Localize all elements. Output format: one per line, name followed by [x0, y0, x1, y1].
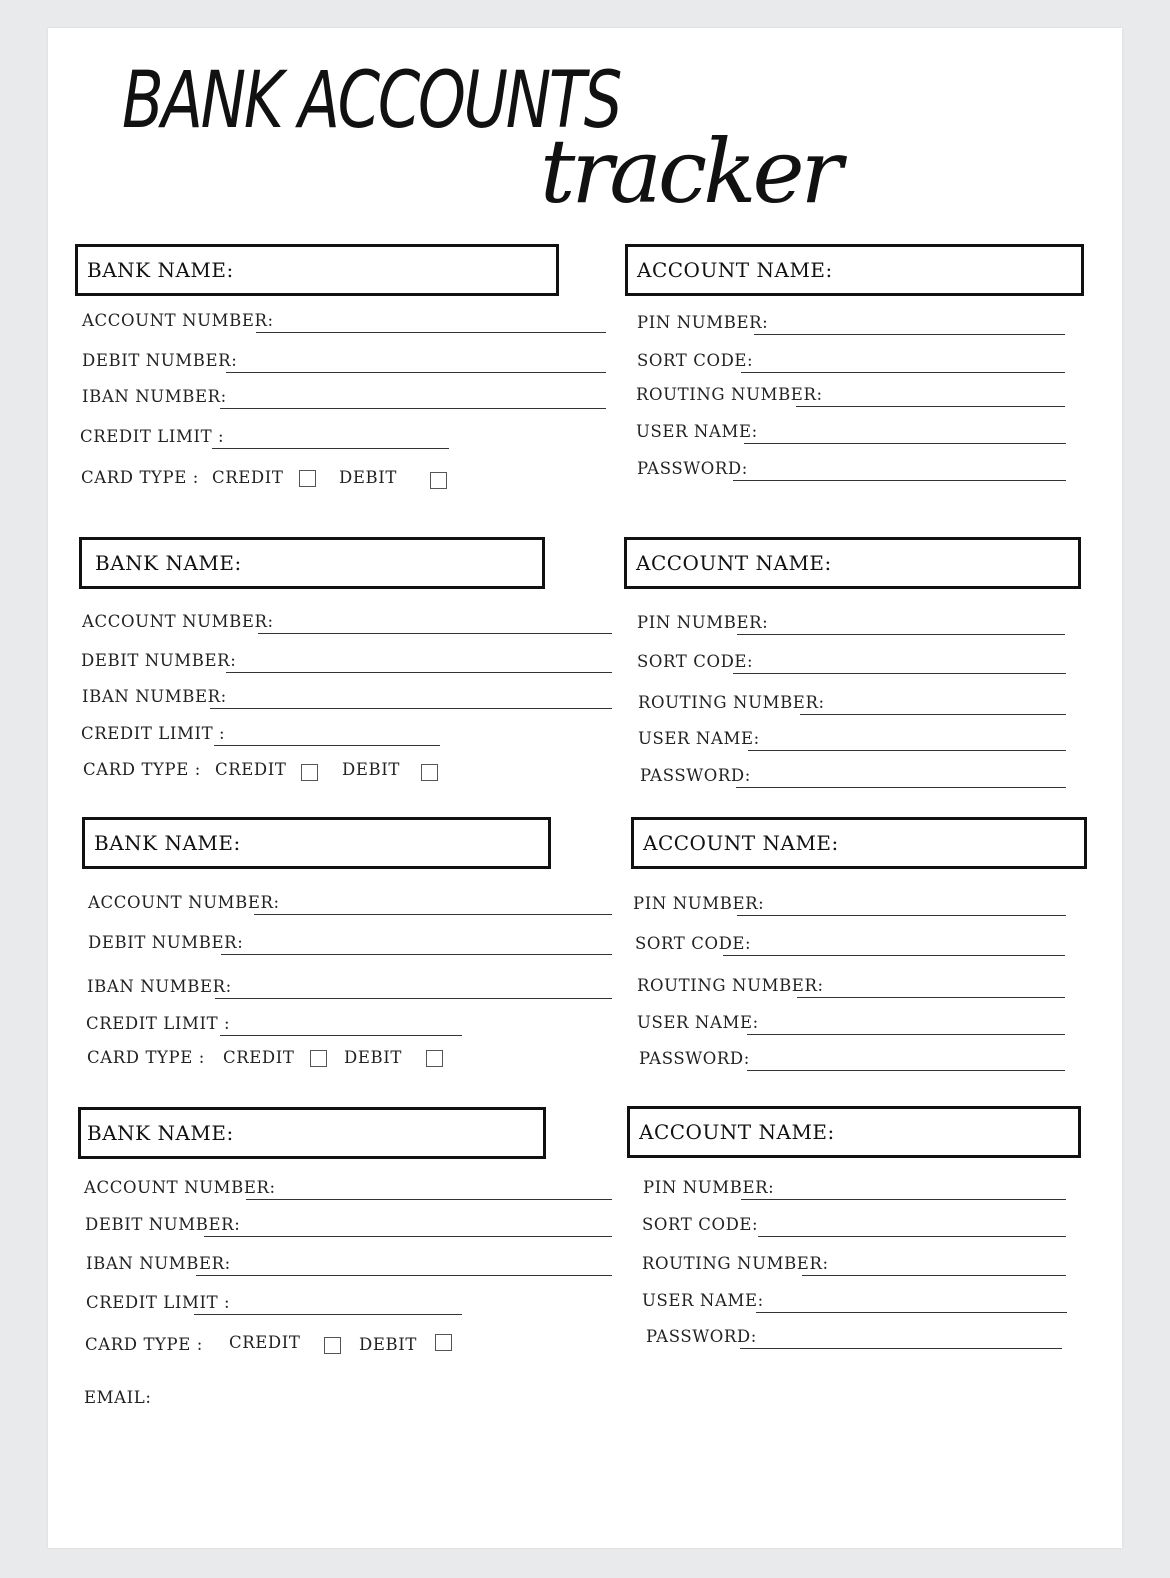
debit-checkbox[interactable]: [421, 764, 438, 781]
user-name-field[interactable]: [638, 726, 1066, 750]
routing-number-label: ROUTING NUMBER:: [638, 693, 825, 712]
credit-limit-line: [194, 1314, 462, 1315]
pin-number-field[interactable]: [643, 1175, 1066, 1199]
debit-checkbox[interactable]: [426, 1050, 443, 1067]
card-type-label: CARD TYPE :: [83, 760, 201, 779]
email-label: EMAIL:: [84, 1388, 152, 1407]
pin-number-field[interactable]: [637, 310, 1065, 334]
routing-number-field[interactable]: [636, 382, 1065, 406]
credit-option-label: CREDIT: [229, 1333, 301, 1352]
pin-number-line: [737, 634, 1065, 635]
tracker-page: [48, 28, 1122, 1548]
debit-option-label: DEBIT: [344, 1048, 402, 1067]
debit-number-label: DEBIT NUMBER:: [88, 933, 244, 952]
iban-number-line: [220, 408, 606, 409]
sort-code-line: [741, 372, 1065, 373]
debit-number-line: [204, 1236, 612, 1237]
account-number-label: ACCOUNT NUMBER:: [82, 612, 274, 631]
routing-number-line: [796, 406, 1065, 407]
user-name-label: USER NAME:: [636, 422, 758, 441]
user-name-field[interactable]: [642, 1288, 1067, 1312]
account-number-line: [258, 633, 612, 634]
user-name-label: USER NAME:: [637, 1013, 759, 1032]
account-number-label: ACCOUNT NUMBER:: [88, 893, 280, 912]
sort-code-field[interactable]: [637, 649, 1066, 673]
pin-number-label: PIN NUMBER:: [637, 313, 769, 332]
iban-number-label: IBAN NUMBER:: [82, 687, 227, 706]
password-line: [733, 480, 1066, 481]
card-type-label: CARD TYPE :: [85, 1335, 203, 1354]
user-name-field[interactable]: [637, 1010, 1065, 1034]
debit-number-field[interactable]: [85, 1212, 612, 1236]
card-type-row: [85, 1335, 475, 1359]
password-line: [747, 1070, 1065, 1071]
credit-limit-field[interactable]: [81, 721, 440, 745]
account-name-box[interactable]: [624, 537, 1081, 589]
pin-number-line: [754, 334, 1065, 335]
account-number-label: ACCOUNT NUMBER:: [84, 1178, 276, 1197]
credit-limit-field[interactable]: [86, 1290, 462, 1314]
account-number-label: ACCOUNT NUMBER:: [82, 311, 274, 330]
card-type-row: [81, 468, 461, 492]
card-type-row: [87, 1048, 467, 1072]
credit-checkbox[interactable]: [324, 1337, 341, 1354]
password-label: PASSWORD:: [640, 766, 751, 785]
iban-number-field[interactable]: [87, 974, 612, 998]
card-type-label: CARD TYPE :: [81, 468, 199, 487]
sort-code-line: [723, 955, 1065, 956]
debit-number-label: DEBIT NUMBER:: [82, 351, 238, 370]
user-name-line: [747, 1034, 1065, 1035]
debit-option-label: DEBIT: [342, 760, 400, 779]
iban-number-field[interactable]: [82, 384, 606, 408]
bank-name-box[interactable]: [82, 817, 551, 869]
credit-limit-line: [212, 448, 449, 449]
account-number-field[interactable]: [84, 1175, 612, 1199]
credit-limit-field[interactable]: [86, 1011, 462, 1035]
account-name-label: ACCOUNT NAME:: [639, 1120, 835, 1144]
password-label: PASSWORD:: [637, 459, 748, 478]
credit-limit-label: CREDIT LIMIT :: [81, 724, 226, 743]
bank-name-box[interactable]: [75, 244, 559, 296]
bank-name-label: BANK NAME:: [87, 1121, 234, 1145]
password-label: PASSWORD:: [646, 1327, 757, 1346]
pin-number-label: PIN NUMBER:: [637, 613, 769, 632]
routing-number-label: ROUTING NUMBER:: [636, 385, 823, 404]
routing-number-label: ROUTING NUMBER:: [637, 976, 824, 995]
bank-name-label: BANK NAME:: [95, 551, 242, 575]
sort-code-label: SORT CODE:: [637, 652, 754, 671]
debit-number-label: DEBIT NUMBER:: [81, 651, 237, 670]
account-number-field[interactable]: [88, 890, 612, 914]
routing-number-field[interactable]: [638, 690, 1066, 714]
pin-number-label: PIN NUMBER:: [633, 894, 765, 913]
account-name-box[interactable]: [627, 1106, 1081, 1158]
user-name-label: USER NAME:: [638, 729, 760, 748]
iban-number-line: [215, 998, 612, 999]
account-number-line: [256, 332, 606, 333]
sort-code-label: SORT CODE:: [642, 1215, 759, 1234]
debit-checkbox[interactable]: [435, 1334, 452, 1351]
card-type-row: [83, 760, 463, 784]
routing-number-label: ROUTING NUMBER:: [642, 1254, 829, 1273]
user-name-line: [744, 443, 1066, 444]
sort-code-line: [758, 1236, 1066, 1237]
page-title: BANK ACCOUNTS: [122, 56, 620, 146]
account-number-line: [254, 914, 612, 915]
account-name-box[interactable]: [631, 817, 1087, 869]
routing-number-field[interactable]: [642, 1251, 1066, 1275]
password-line: [736, 787, 1066, 788]
iban-number-line: [196, 1275, 612, 1276]
debit-number-label: DEBIT NUMBER:: [85, 1215, 241, 1234]
debit-number-field[interactable]: [88, 930, 612, 954]
account-number-field[interactable]: [82, 308, 606, 332]
credit-limit-label: CREDIT LIMIT :: [86, 1014, 231, 1033]
iban-number-label: IBAN NUMBER:: [82, 387, 227, 406]
credit-option-label: CREDIT: [223, 1048, 295, 1067]
debit-option-label: DEBIT: [339, 468, 397, 487]
password-field[interactable]: [646, 1324, 1062, 1348]
debit-option-label: DEBIT: [359, 1335, 417, 1354]
credit-limit-field[interactable]: [80, 424, 449, 448]
credit-limit-line: [220, 1035, 462, 1036]
page-subtitle: tracker: [540, 120, 839, 223]
card-type-label: CARD TYPE :: [87, 1048, 205, 1067]
pin-number-line: [737, 915, 1066, 916]
password-field[interactable]: [637, 456, 1066, 480]
debit-checkbox[interactable]: [430, 472, 447, 489]
routing-number-line: [802, 1275, 1066, 1276]
user-name-line: [748, 750, 1066, 751]
debit-number-line: [226, 372, 606, 373]
sort-code-line: [733, 673, 1066, 674]
user-name-label: USER NAME:: [642, 1291, 764, 1310]
bank-name-box[interactable]: [78, 1107, 546, 1159]
debit-number-field[interactable]: [81, 648, 612, 672]
iban-number-label: IBAN NUMBER:: [86, 1254, 231, 1273]
pin-number-field[interactable]: [637, 610, 1065, 634]
account-name-label: ACCOUNT NAME:: [637, 258, 833, 282]
password-label: PASSWORD:: [639, 1049, 750, 1068]
password-line: [740, 1348, 1062, 1349]
credit-limit-line: [214, 745, 440, 746]
sort-code-label: SORT CODE:: [637, 351, 754, 370]
sort-code-field[interactable]: [642, 1212, 1066, 1236]
bank-name-box[interactable]: [79, 537, 545, 589]
iban-number-field[interactable]: [82, 684, 612, 708]
routing-number-line: [797, 997, 1065, 998]
pin-number-field[interactable]: [633, 891, 1066, 915]
user-name-line: [756, 1312, 1067, 1313]
credit-option-label: CREDIT: [215, 760, 287, 779]
iban-number-label: IBAN NUMBER:: [87, 977, 232, 996]
bank-name-label: BANK NAME:: [94, 831, 241, 855]
routing-number-line: [800, 714, 1066, 715]
sort-code-field[interactable]: [637, 348, 1065, 372]
account-number-field[interactable]: [82, 609, 612, 633]
credit-limit-label: CREDIT LIMIT :: [86, 1293, 231, 1312]
pin-number-line: [741, 1199, 1066, 1200]
routing-number-field[interactable]: [637, 973, 1065, 997]
iban-number-line: [210, 708, 612, 709]
credit-option-label: CREDIT: [212, 468, 284, 487]
bank-name-label: BANK NAME:: [87, 258, 234, 282]
user-name-field[interactable]: [636, 419, 1066, 443]
account-name-label: ACCOUNT NAME:: [636, 551, 832, 575]
debit-number-line: [226, 672, 612, 673]
pin-number-label: PIN NUMBER:: [643, 1178, 775, 1197]
account-number-line: [246, 1199, 612, 1200]
debit-number-line: [221, 954, 612, 955]
credit-limit-label: CREDIT LIMIT :: [80, 427, 225, 446]
account-name-box[interactable]: [625, 244, 1084, 296]
sort-code-label: SORT CODE:: [635, 934, 752, 953]
password-field[interactable]: [640, 763, 1066, 787]
iban-number-field[interactable]: [86, 1251, 612, 1275]
account-name-label: ACCOUNT NAME:: [643, 831, 839, 855]
credit-checkbox[interactable]: [299, 470, 316, 487]
credit-checkbox[interactable]: [310, 1050, 327, 1067]
password-field[interactable]: [639, 1046, 1065, 1070]
credit-checkbox[interactable]: [301, 764, 318, 781]
sort-code-field[interactable]: [635, 931, 1065, 955]
debit-number-field[interactable]: [82, 348, 606, 372]
